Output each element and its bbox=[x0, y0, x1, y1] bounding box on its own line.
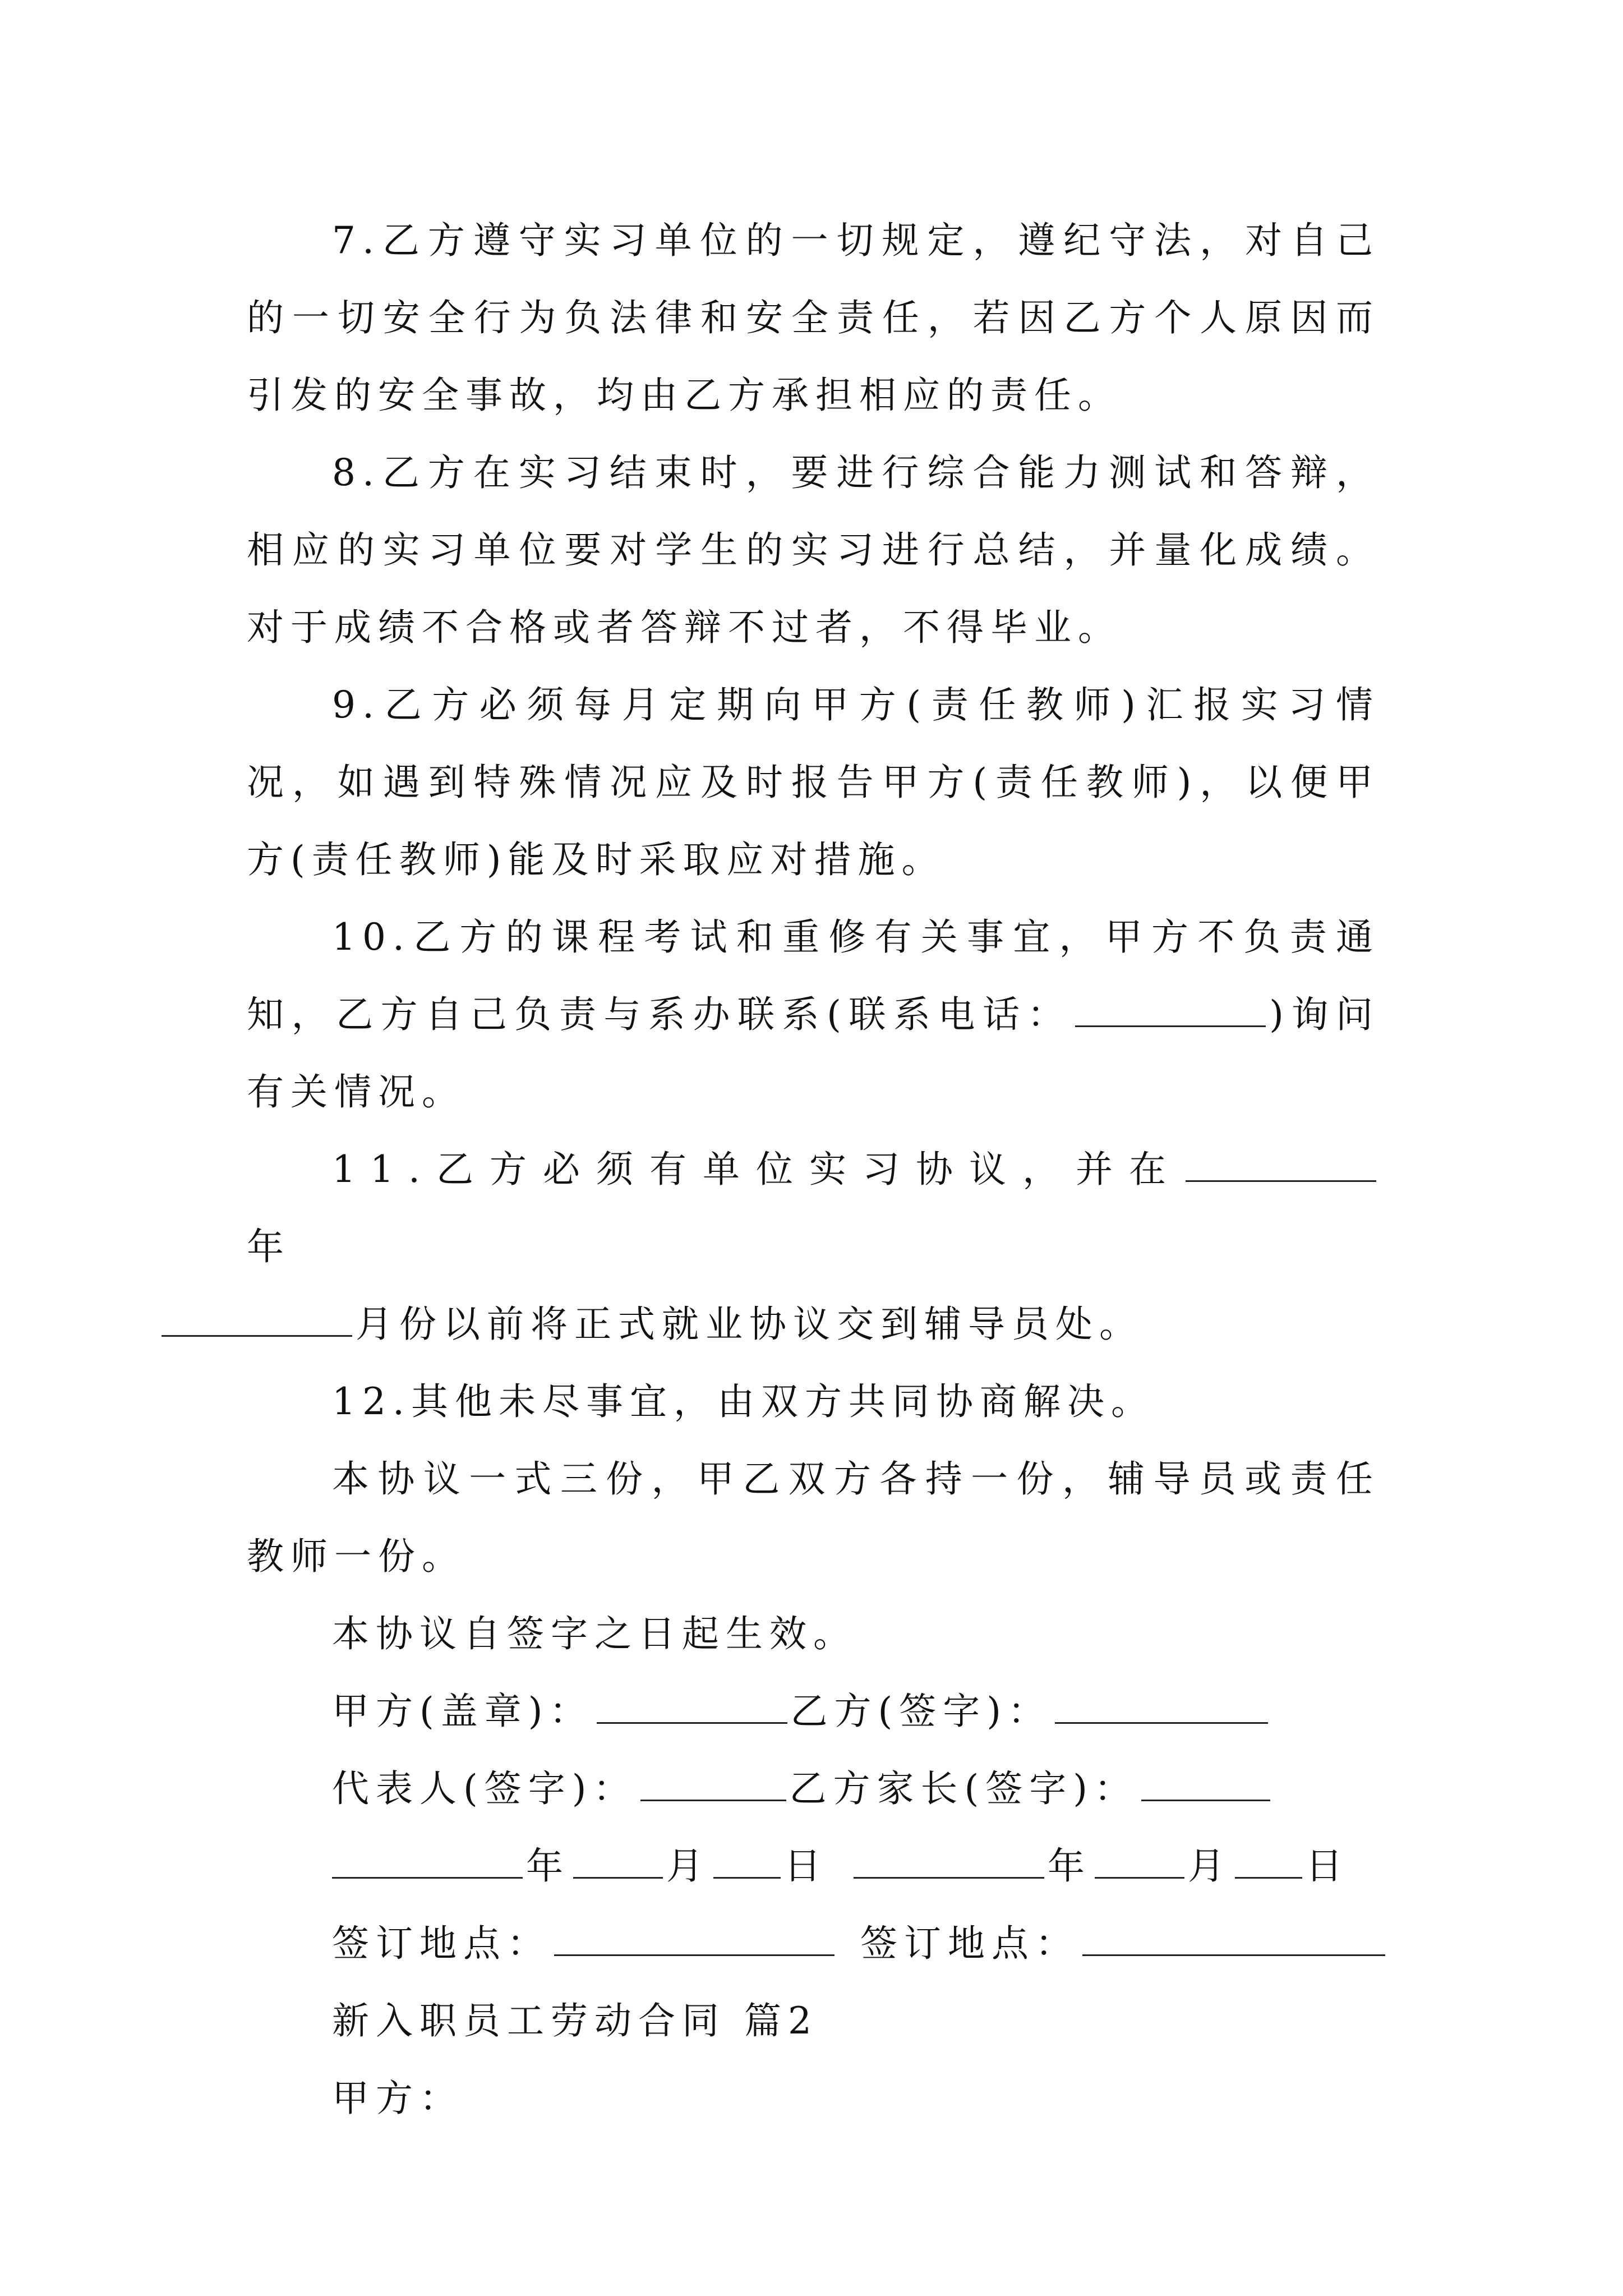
parent-sign-blank bbox=[1141, 1760, 1270, 1801]
party-b-sign-blank bbox=[1055, 1683, 1268, 1724]
party-b-sign-label: 乙方(签字)： bbox=[790, 1690, 1052, 1733]
clause-11-text-c: 月份以前将正式就业协议交到辅导员处。 bbox=[356, 1303, 1143, 1346]
party-a-seal-label: 甲方(盖章)： bbox=[332, 1690, 593, 1733]
date-b-day: 日 bbox=[1306, 1844, 1349, 1888]
signature-line-2 bbox=[332, 1750, 1380, 1828]
representative-sign-blank bbox=[640, 1760, 786, 1801]
clause-10 bbox=[247, 899, 1380, 1131]
date-a-day-blank bbox=[713, 1838, 781, 1879]
year-blank bbox=[1186, 1141, 1376, 1182]
place-a-label: 签订地点： bbox=[332, 1922, 551, 1965]
clause-11-text-a: 11.乙方必须有单位实习协议，并在 bbox=[332, 1148, 1182, 1191]
place-b-blank bbox=[1082, 1915, 1385, 1956]
date-b-year-blank bbox=[854, 1838, 1044, 1879]
place-b-label: 签订地点： bbox=[860, 1922, 1079, 1965]
clause-7: 7.乙方遵守实习单位的一切规定，遵纪守法，对自己的一切安全行为负法律和安全责任，若因乙方个人原因而引发的安全事故，均由乙方承担相应的责任。 bbox=[247, 219, 1380, 417]
date-b-month: 月 bbox=[1188, 1844, 1232, 1888]
month-blank bbox=[162, 1296, 352, 1337]
date-a-month: 月 bbox=[666, 1844, 710, 1888]
copies-statement: 本协议一式三份，甲乙双方各持一份，辅导员或责任教师一份。 bbox=[247, 1457, 1380, 1578]
date-a-year-blank bbox=[332, 1838, 523, 1879]
party-a-label: 甲方： bbox=[332, 2077, 463, 2120]
date-a-day: 日 bbox=[784, 1844, 828, 1888]
clause-10-text-a: 10.乙方的课程考试和重修有关事宜，甲方不负责通知，乙方自己负责与系办联系(联系电话： bbox=[247, 915, 1380, 1036]
phone-blank bbox=[1075, 986, 1266, 1027]
date-a-year: 年 bbox=[526, 1844, 570, 1888]
place-line bbox=[332, 1905, 1380, 1982]
representative-sign-label: 代表人(签字)： bbox=[332, 1767, 637, 1810]
date-b-month-blank bbox=[1095, 1838, 1184, 1879]
place-a-blank bbox=[554, 1915, 834, 1956]
party-a-seal-blank bbox=[597, 1683, 787, 1724]
date-line bbox=[332, 1828, 1380, 1905]
clause-11 bbox=[247, 1131, 1380, 1363]
date-a-month-blank bbox=[573, 1838, 663, 1879]
effective-statement: 本协议自签字之日起生效。 bbox=[332, 1612, 857, 1655]
parent-sign-label: 乙方家长(签字)： bbox=[789, 1767, 1138, 1810]
date-b-year: 年 bbox=[1048, 1844, 1091, 1888]
clause-10-text-b: )询问有关情况。 bbox=[247, 993, 1380, 1114]
clause-9: 9.乙方必须每月定期向甲方(责任教师)汇报实习情况，如遇到特殊情况应及时报告甲方(责任教师)，以便甲方(责任教师)能及时采取应对措施。 bbox=[247, 683, 1380, 881]
signature-line-1 bbox=[332, 1673, 1380, 1750]
clause-11-text-b: 年 bbox=[247, 1225, 298, 1268]
document-page bbox=[247, 202, 1380, 2137]
date-b-day-blank bbox=[1235, 1838, 1302, 1879]
section-title: 新入职员工劳动合同 篇2 bbox=[332, 1999, 818, 2042]
clause-8: 8.乙方在实习结束时，要进行综合能力测试和答辩，相应的实习单位要对学生的实习进行总结，并量化成绩。对于成绩不合格或者答辩不过者，不得毕业。 bbox=[247, 451, 1380, 649]
clause-12: 12.其他未尽事宜，由双方共同协商解决。 bbox=[332, 1380, 1155, 1423]
